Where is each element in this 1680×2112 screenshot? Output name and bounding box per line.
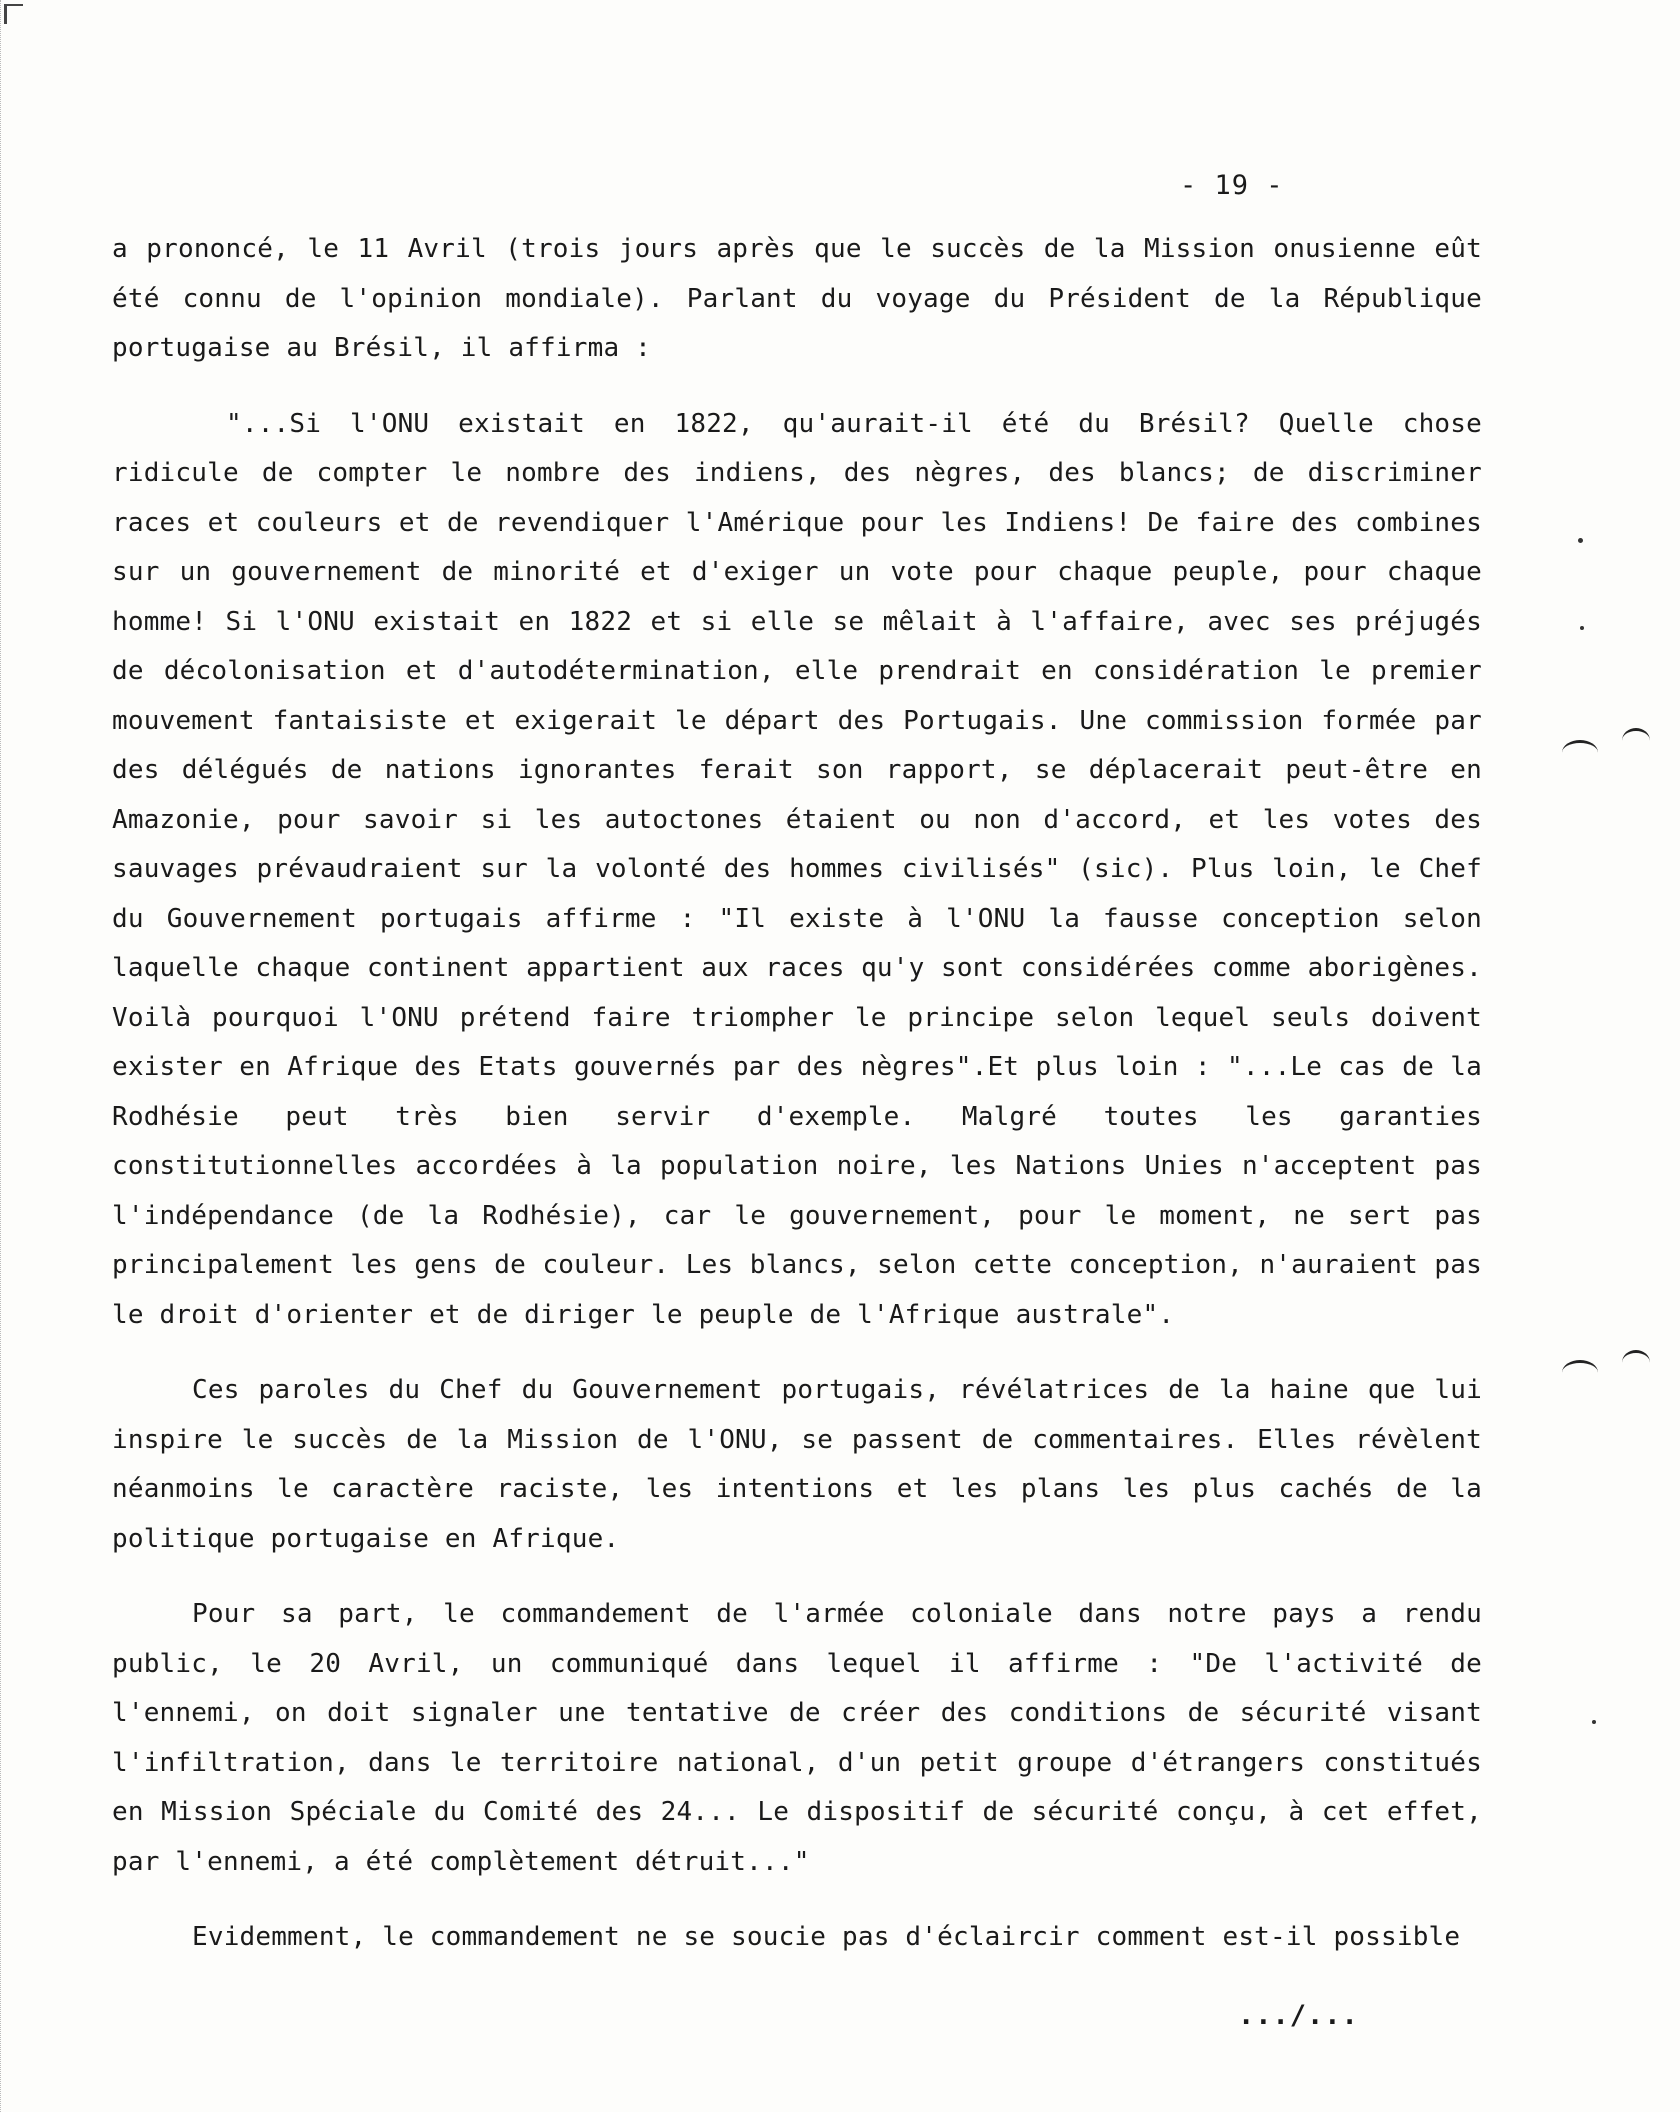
scan-margin-arc [1622,1350,1650,1375]
scan-dot [1580,626,1584,630]
scan-dot [1578,538,1583,543]
paragraph-closing: Evidemment, le commandement ne se soucie pas d'éclaircir comment est-il possible [192,1922,1461,1952]
paragraph-commentary: Ces paroles du Chef du Gouvernement portugais, révélatrices de la haine que lui inspire le succès de la Mission de l'ONU, se passent de commentaires. Elles révèlent néanmoins le caractère raciste, les intentions et les plans les plus cachés de la politique portugaise en Afrique. [112,1375,1482,1554]
document-body [112,225,1482,1989]
paragraph-intro: a prononcé, le 11 Avril (trois jours après que le succès de la Mission onusienne eût été connu de l'opinion mondiale). Parlant du voyage du Président de la République portugaise au Brésil, il affirma : [112,234,1482,363]
paragraph-communique: Pour sa part, le commandement de l'armée coloniale dans notre pays a rendu public, le 20 Avril, un communiqué dans lequel il affirme : "De l'activité de l'ennemi, on doit signaler une tentative de créer des conditions de sécurité visant l'infiltration, dans le territoire national, d'un petit groupe d'étrangers constitués en Mission Spéciale du Comité des 24... Le dispositif de sécurité conçu, à cet effet, par l'ennemi, a été complètement détruit..." [112,1599,1482,1877]
scan-margin-arc [1562,740,1598,765]
scan-margin-arc [1622,728,1650,753]
scan-margin-line [0,0,5,2112]
continuation-marker: .../... [1238,2000,1359,2031]
paragraph-quote: "...Si l'ONU existait en 1822, qu'aurait-il été du Brésil? Quelle chose ridicule de compter le nombre des indiens, des nègres, des blancs; de discriminer races et couleurs et de revendiquer l'Amérique pour les Indiens! De faire des combines sur un gouvernement de minorité et d'exiger un vote pour chaque peuple, pour chaque homme! Si l'ONU existait en 1822 et si elle se mêlait à l'affaire, avec ses préjugés de décolonisation et d'autodétermination, elle prendrait en considération le premier mouvement fantaisiste et exigerait le départ des Portugais. Une commission formée par des délégués de nations ignorantes ferait son rapport, se déplacerait peut-être en Amazonie, pour savoir si les autoctones étaient ou non d'accord, et les votes des sauvages prévaudraient sur la volonté des hommes civilisés" (sic). Plus loin, le Chef du Gouvernement portugais affirme : "Il existe à l'ONU la fausse conception selon laquelle chaque continent appartient aux races qu'y sont considérées comme aborigènes. Voilà pourquoi l'ONU prétend faire triompher le principe selon lequel seuls doivent exister en Afrique des Etats gouvernés par des nègres".Et plus loin : "...Le cas de la Rodhésie peut très bien servir d'exemple. Malgré toutes les garanties constitutionnelles accordées à la population noire, les Nations Unies n'acceptent pas l'indépendance (de la Rodhésie), car le gouvernement, pour le moment, ne sert pas principalement les gens de couleur. Les blancs, selon cette conception, n'auraient pas le droit d'orienter et de diriger le peuple de l'Afrique australe". [112,408,1482,1330]
scan-corner-mark [4,4,23,24]
page-number: - 19 - [1180,170,1284,201]
scan-dot [1592,1720,1596,1724]
scan-margin-arc [1562,1360,1598,1385]
